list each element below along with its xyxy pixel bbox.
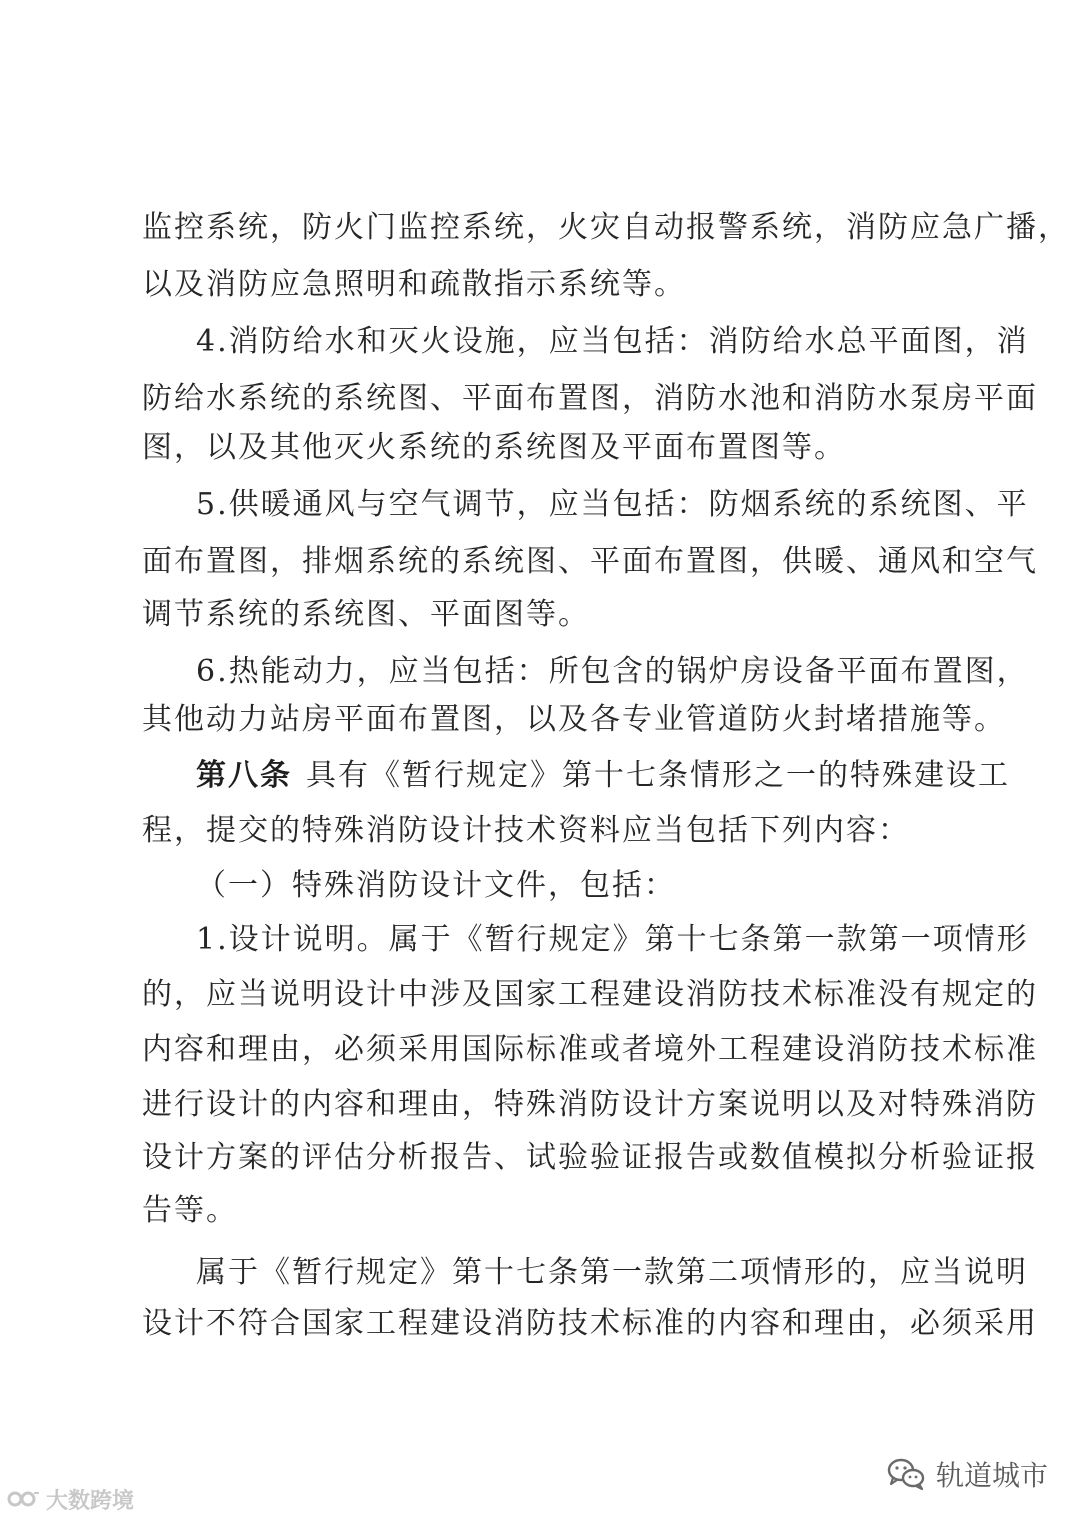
text-line: 的，应当说明设计中涉及国家工程建设消防技术标准没有规定的	[142, 977, 1038, 1012]
text-line: 图，以及其他灭火系统的系统图及平面布置图等。	[142, 430, 846, 465]
text-line: 以及消防应急照明和疏散指示系统等。	[142, 267, 686, 302]
text-line: 防给水系统的系统图、平面布置图，消防水池和消防水泵房平面	[142, 381, 1038, 416]
watermark-left-text: 大数跨境	[46, 1488, 135, 1514]
text-line: 6.热能动力，应当包括：所包含的锅炉房设备平面布置图，	[196, 654, 1029, 689]
text-line: 程，提交的特殊消防设计技术资料应当包括下列内容：	[142, 813, 910, 848]
text-line: 4.消防给水和灭火设施，应当包括：消防给水总平面图，消	[196, 324, 1029, 359]
text-line: 调节系统的系统图、平面图等。	[142, 597, 590, 632]
article-label: 第八条	[196, 758, 292, 793]
text-line: 5.供暖通风与空气调节，应当包括：防烟系统的系统图、平	[196, 487, 1029, 522]
watermark-left	[6, 1484, 134, 1514]
watermark-right	[886, 1452, 1048, 1496]
text-line: 属于《暂行规定》第十七条第一款第二项情形的，应当说明	[196, 1255, 1028, 1290]
text-line: 内容和理由，必须采用国际标准或者境外工程建设消防技术标准	[142, 1032, 1038, 1067]
article-text: 具有《暂行规定》第十七条情形之一的特殊建设工	[306, 758, 1010, 793]
text-line: 进行设计的内容和理由，特殊消防设计方案说明以及对特殊消防	[142, 1087, 1038, 1122]
text-line: 告等。	[142, 1193, 238, 1228]
text-line: 1.设计说明。属于《暂行规定》第十七条第一款第一项情形	[196, 922, 1029, 957]
text-line: 设计方案的评估分析报告、试验验证报告或数值模拟分析验证报	[142, 1140, 1038, 1175]
text-line: 其他动力站房平面布置图，以及各专业管道防火封堵措施等。	[142, 702, 1006, 737]
text-line: 监控系统，防火门监控系统，火灾自动报警系统，消防应急广播，	[142, 210, 1070, 245]
text-line: （一）特殊消防设计文件，包括：	[196, 868, 676, 903]
text-line: 设计不符合国家工程建设消防技术标准的内容和理由，必须采用	[142, 1306, 1038, 1341]
wechat-icon	[886, 1457, 926, 1491]
watermark-right-text: 轨道城市	[936, 1459, 1049, 1492]
article-line	[196, 756, 1010, 796]
text-line: 面布置图，排烟系统的系统图、平面布置图，供暖、通风和空气	[142, 544, 1038, 579]
brand-logo-icon	[6, 1488, 40, 1510]
